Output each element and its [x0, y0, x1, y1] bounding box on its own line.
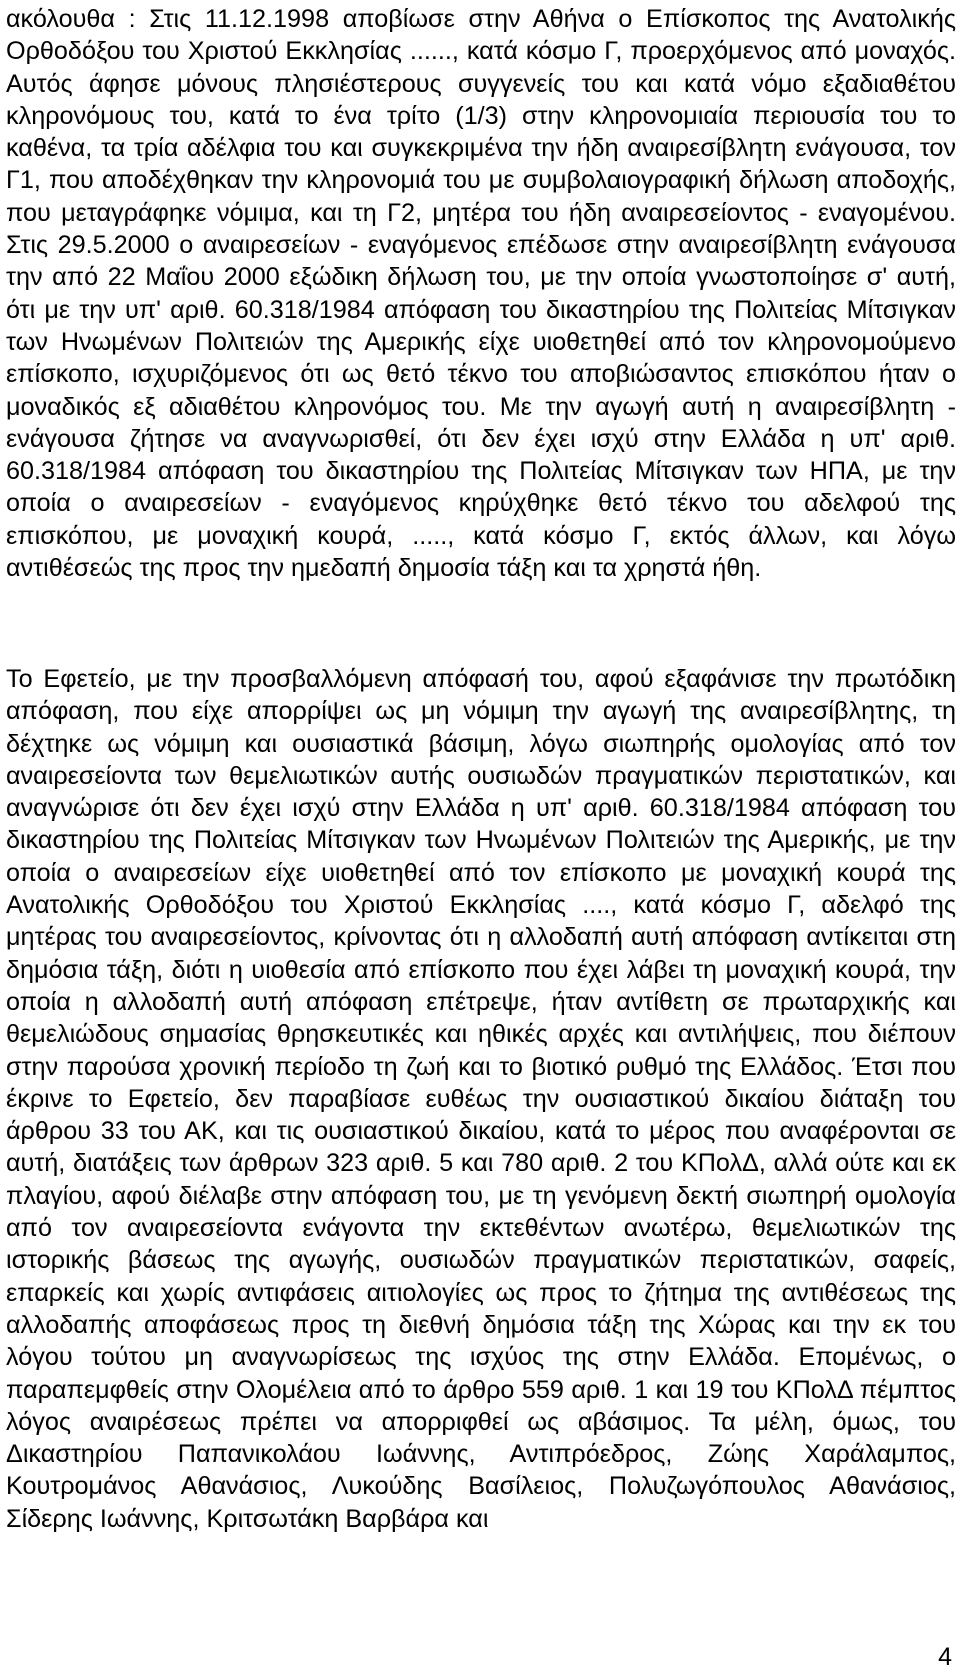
paragraph-1: ακόλουθα : Στις 11.12.1998 αποβίωσε στην Αθήνα ο Επίσκοπος της Ανατολικής Ορθοδόξου του Χριστού Εκκλησίας ......, κατά κόσμο Γ, προερχόμενος από μοναχός. Αυτός άφησε μόνους πλησιέστερους συγγενείς του και κατά νόμο εξαδιαθέτου κληρονόμους του, κατά το ένα τρίτο (1/3) στην κληρονομιαία περιουσία του το καθένα, τα τρία αδέλφια του και συγκεκριμένα την ήδη αναιρεσίβλητη ενάγουσα, τον Γ1, που αποδέχθηκαν την κληρονομιά του με συμβολαιογραφική δήλωση αποδοχής, που μεταγράφηκε νόμιμα, και τη Γ2, μητέρα του ήδη αναιρεσείοντος - εναγομένου. Στις 29.5.2000 ο αναιρεσείων - εναγόμενος επέδωσε στην αναιρεσίβλητη ενάγουσα την από 22 Μαΐου 2000 εξώδικη δήλωση του, με την οποία γνωστοποίησε σ' αυτή, ότι με την υπ' αριθ. 60.318/1984 απόφαση του δικαστηρίου της Πολιτείας Μίτσιγκαν των Ηνωμένων Πολιτειών της Αμερικής είχε υιοθετηθεί από τον κληρονομούμενο επίσκοπο, ισχυριζόμενος ότι ως θετό τέκνο του αποβιώσαντος επισκόπου ήταν ο μοναδικός εξ αδιαθέτου κληρονόμος του. Με την αγωγή αυτή η αναιρεσίβλητη - ενάγουσα ζήτησε να αναγνωρισθεί, ότι δεν έχει ισχύ στην Ελλάδα η υπ' αριθ. 60.318/1984 απόφαση του δικαστηρίου της Πολιτείας Μίτσιγκαν των ΗΠΑ, με την οποία ο αναιρεσείων - εναγόμενος κηρύχθηκε θετό τέκνο του αδελφού της επισκόπου, με μοναχική κουρά, ....., κατά κόσμο Γ, εκτός άλλων, και λόγω αντιθέσεώς της προς την ημεδαπή δημοσία τάξη και τα χρηστά ήθη. — [6, 5, 956, 583]
page-number: 4 — [938, 1643, 952, 1671]
paragraph-2: Το Εφετείο, με την προσβαλλόμενη απόφασή του, αφού εξαφάνισε την πρωτόδικη απόφαση, που είχε απορρίψει ως μη νόμιμη την αγωγή της αναιρεσίβλητης, τη δέχτηκε ως νόμιμη και ουσιαστικά βάσιμη, λόγω σιωπηρής ομολογίας από τον αναιρεσείοντα των θεμελιωτικών αυτής ουσιωδών πραγματικών περιστατικών, και αναγνώρισε ότι δεν έχει ισχύ στην Ελλάδα η υπ' αριθ. 60.318/1984 απόφαση του δικαστηρίου της Πολιτείας Μίτσιγκαν των Ηνωμένων Πολιτειών της Αμερικής, με την οποία ο αναιρεσείων είχε υιοθετηθεί από τον επίσκοπο με μοναχική κουρά της Ανατολικής Ορθοδόξου του Χριστού Εκκλησίας ...., κατά κόσμο Γ, αδελφό της μητέρας του αναιρεσείοντος, κρίνοντας ότι η αλλοδαπή αυτή απόφαση αντίκειται στη δημόσια τάξη, διότι η υιοθεσία από επίσκοπο που έχει λάβει τη μοναχική κουρά, την οποία η αλλοδαπή αυτή απόφαση επέτρεψε, ήταν αντίθετη σε πρωταρχικής και θεμελιώδους σημασίας θρησκευτικές και ηθικές αρχές και αντιλήψεις, που διέπουν στην παρούσα χρονική περίοδο τη ζωή και το βιοτικό ρυθμό της Ελλάδος. Έτσι που έκρινε το Εφετείο, δεν παραβίασε ευθέως την ουσιαστικού δικαίου διάταξη του άρθρου 33 του ΑΚ, και τις ουσιαστικού δικαίου, κατά το μέρος που αναφέρονται σε αυτή, διατάξεις των άρθρων 323 αριθ. 5 και 780 αριθ. 2 του ΚΠολΔ, αλλά ούτε και εκ πλαγίου, αφού διέλαβε στην απόφαση του, με τη γενόμενη δεκτή σιωπηρή ομολογία από τον αναιρεσείοντα ενάγοντα την εκτεθέντων ανωτέρω, θεμελιωτικών της ιστορικής βάσεως της αγωγής, ουσιωδών πραγματικών περιστατικών, σαφείς, επαρκείς και χωρίς αντιφάσεις αιτιολογίες ως προς το ζήτημα της αντιθέσεως της αλλοδαπής αποφάσεως προς τη διεθνή δημόσια τάξη της Χώρας και την εκ του λόγου τούτου μη αναγνωρίσεως της ισχύος της στην Ελλάδα. Επομένως, ο παραπεμφθείς στην Ολομέλεια από το άρθρο 559 αριθ. 1 και 19 του ΚΠολΔ πέμπτος λόγος αναιρέσεως πρέπει να απορριφθεί ως αβάσιμος. Τα μέλη, όμως, του Δικαστηρίου Παπανικολάου Ιωάννης, Αντιπρόεδρος, Ζώης Χαράλαμπος, Κουτρομάνος Αθανάσιος, Λυκούδης Βασίλειος, Πολυζωγόπουλος Αθανάσιος, Σίδερης Ιωάννης, Κριτσωτάκη Βαρβάρα και — [6, 665, 956, 1533]
